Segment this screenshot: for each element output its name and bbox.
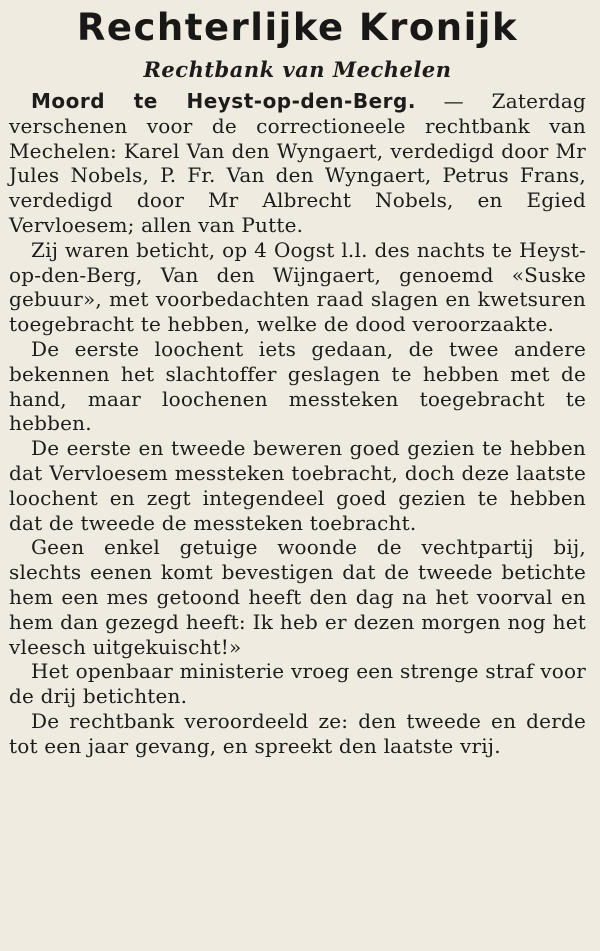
paragraph: Zij waren beticht, op 4 Oogst l.l. des nachts te Heyst-op-den-Berg, Van den Wijngaert, genoemd «Suske gebuur», met voorbedachten raad slagen en kwetsuren toegebracht te hebben, welke de dood veroorzaakte. — [9, 237, 586, 337]
paragraph: Geen enkel getuige woonde de vechtpartij bij, slechts eenen komt bevestigen dat de tweede betichte hem een mes getoond heeft den dag na het voorval en hem dan gezegd heeft: Ik heb er dezen morgen nog het vleesch uitgekuischt!» — [9, 535, 586, 659]
subheadline: Rechtbank van Mechelen — [143, 57, 452, 82]
paragraph: Het openbaar ministerie vroeg een strenge straf voor de drij betichten. — [9, 659, 586, 709]
paragraph: De eerste loochent iets gedaan, de twee andere bekennen het slachtoffer geslagen te hebben met de hand, maar loochenen messteken toegebracht te hebben. — [9, 336, 586, 436]
paragraph — [9, 89, 586, 238]
lead-dash: — — [415, 89, 492, 113]
article-body — [9, 89, 586, 759]
paragraph: De rechtbank veroordeeld ze: den tweede en derde tot een jaar gevang, en spreekt den laatste vrij. — [9, 708, 586, 758]
headline: Rechterlijke Kronijk — [76, 6, 519, 49]
article-lead: Moord te Heyst-op-den-Berg. — [31, 89, 416, 113]
paragraph-text: Zaterdag verschenen voor de correctioneele rechtbank van Mechelen: Karel Van den Wyngaert, verdedigd door Mr Jules Nobels, P. Fr. Van den Wyngaert, Petrus Frans, verdedigd door Mr Albrecht Nobels, en Egied Vervloesem; allen van Putte. — [9, 89, 586, 237]
paragraph: De eerste en tweede beweren goed gezien te hebben dat Vervloesem messteken toebracht, doch deze laatste loochent en zegt integendeel goed gezien te hebben dat de tweede de messteken toebracht. — [9, 436, 586, 535]
